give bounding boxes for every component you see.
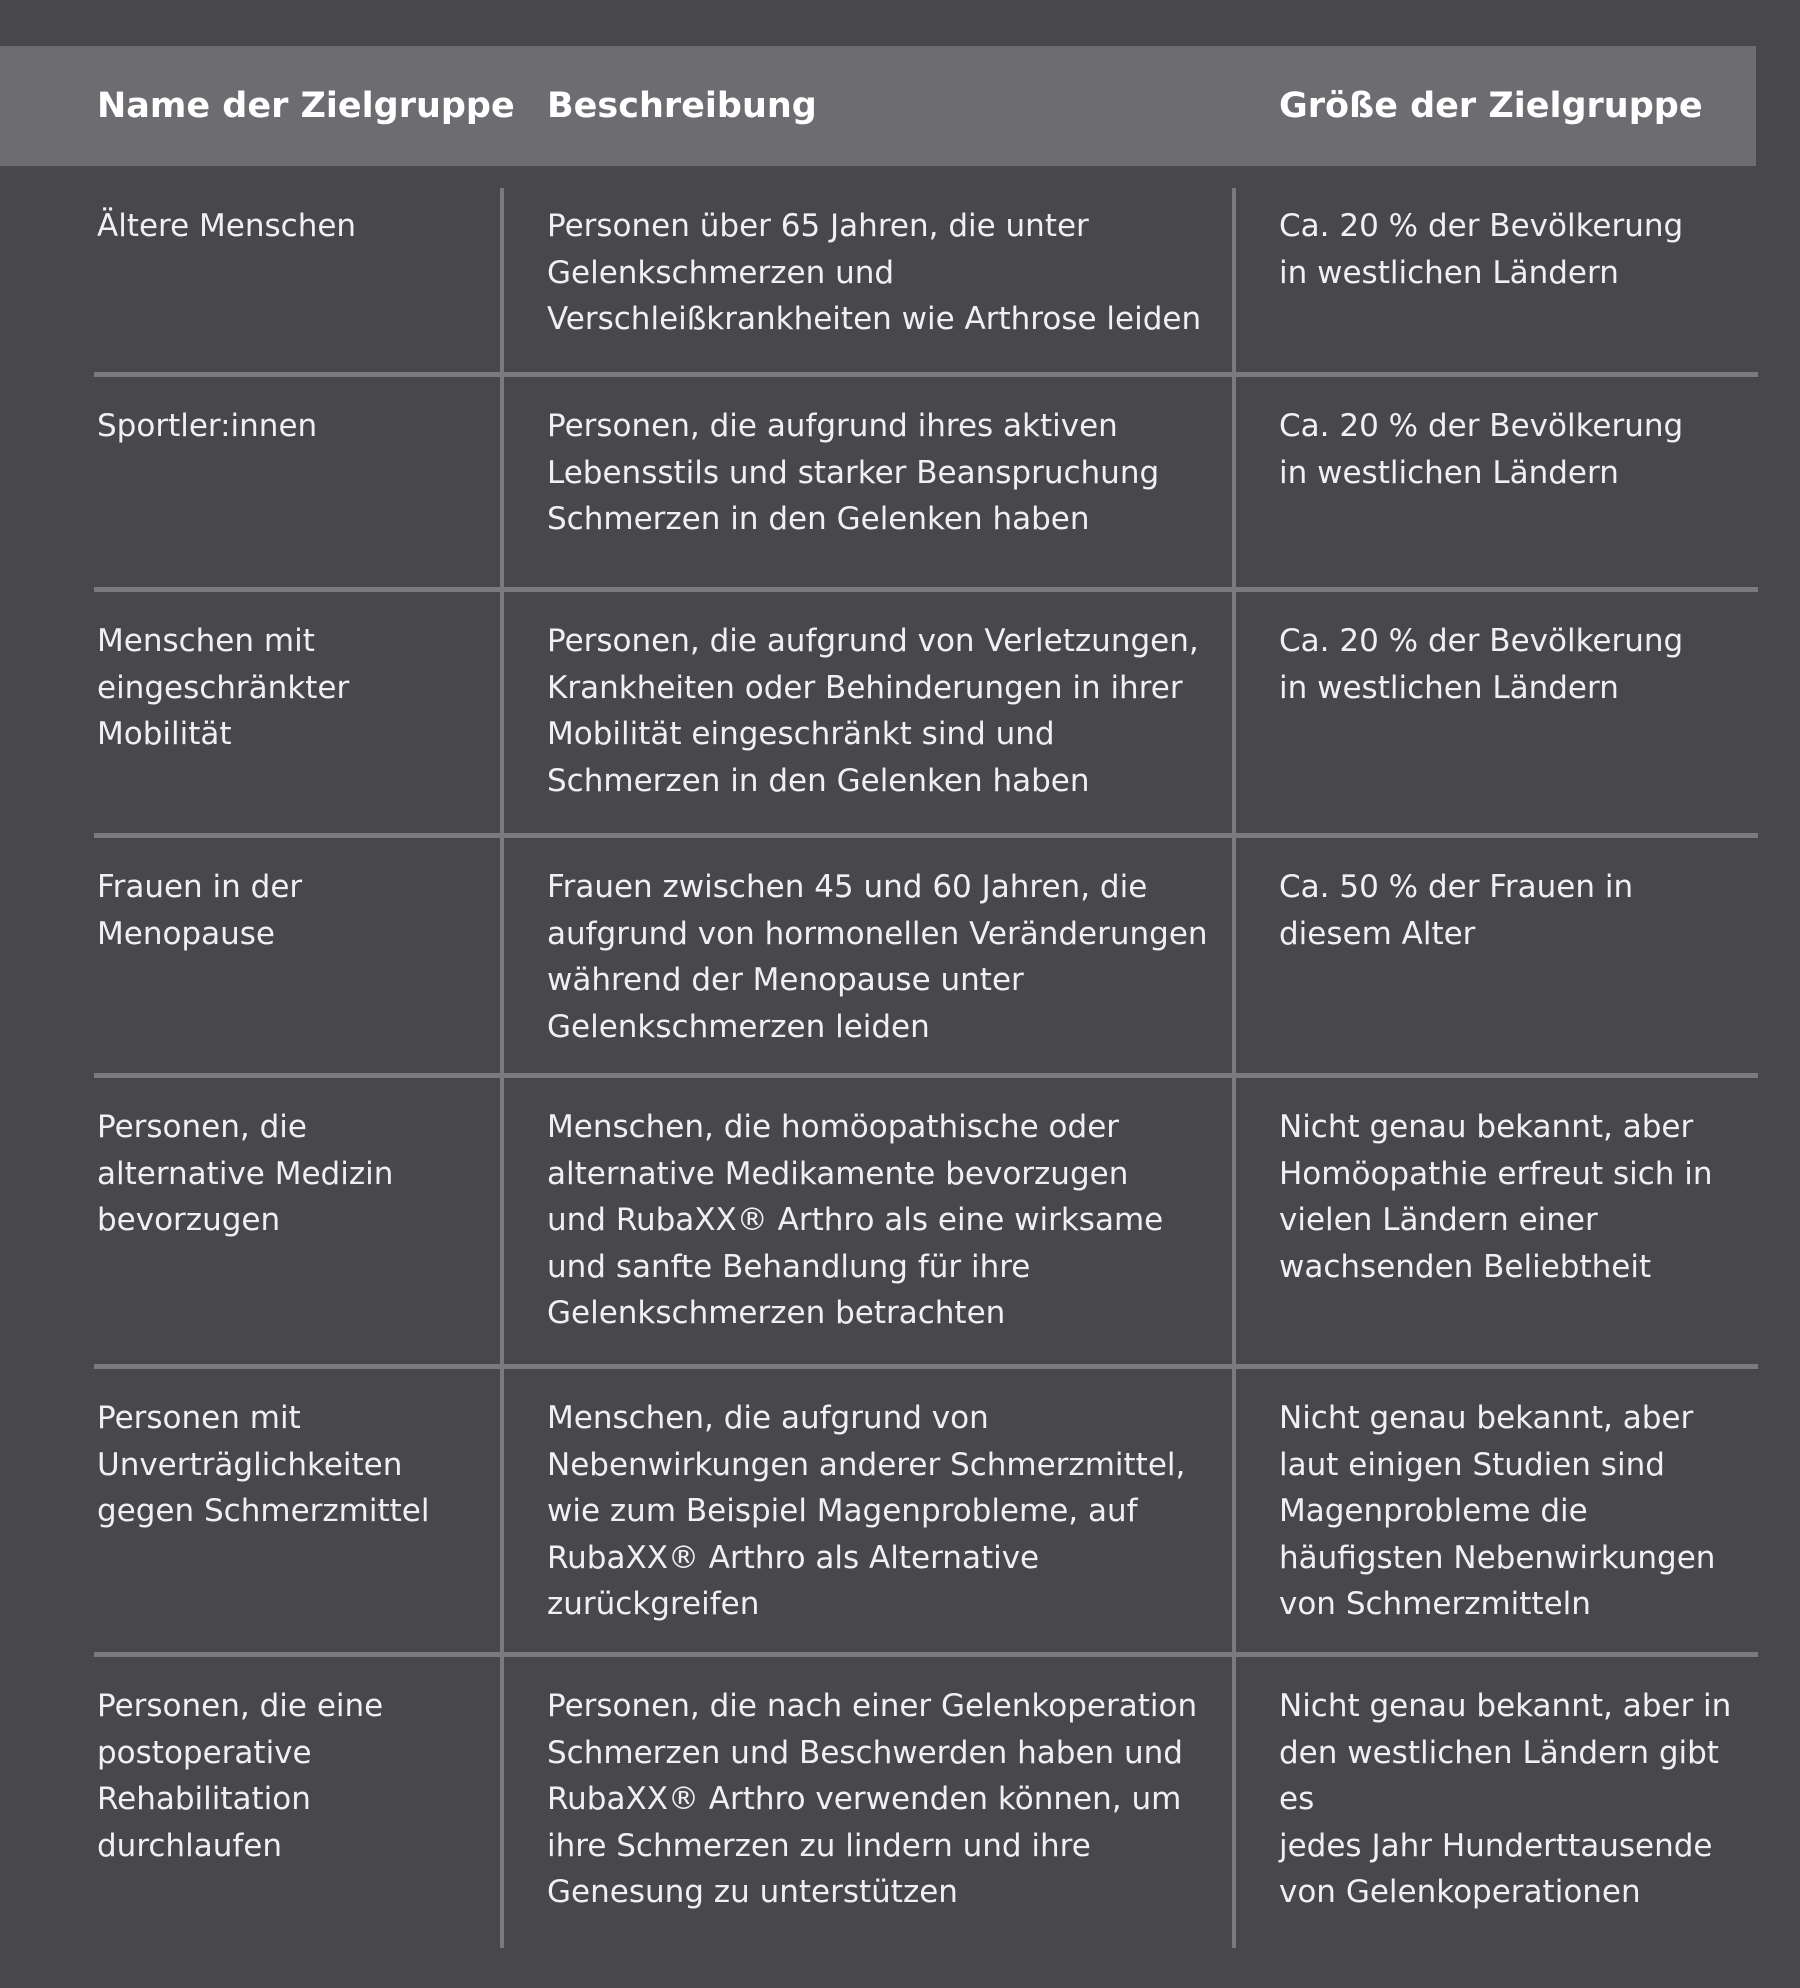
table-header (0, 46, 1756, 166)
row-divider (94, 1364, 1758, 1369)
target-group-name: Frauen in der Menopause (97, 869, 303, 952)
target-group-description: Menschen, die aufgrund von Nebenwirkungen anderer Schmerzmittel, wie zum Beispiel Magenprobleme, auf RubaXX® Arthro als Alternative zurückgreifen (547, 1400, 1186, 1622)
target-group-size: Ca. 20 % der Bevölkerung in westlichen Ländern (1279, 208, 1684, 291)
target-group-size: Nicht genau bekannt, aber in den westlichen Ländern gibt es jedes Jahr Hunderttausende von Gelenkoperationen (1279, 1688, 1732, 1910)
target-group-name: Menschen mit eingeschränkter Mobilität (97, 623, 350, 752)
row-divider (94, 1073, 1758, 1078)
target-group-description: Personen, die aufgrund von Verletzungen, Krankheiten oder Behinderungen in ihrer Mobilität eingeschränkt sind und Schmerzen in den Gelenken haben (547, 623, 1199, 799)
column-header-size: Größe der Zielgruppe (1279, 86, 1703, 126)
target-group-name: Sportler:innen (97, 408, 318, 444)
target-group-name: Personen, die eine postoperative Rehabilitation durchlaufen (97, 1688, 384, 1864)
target-group-description: Frauen zwischen 45 und 60 Jahren, die aufgrund von hormonellen Veränderungen während der Menopause unter Gelenkschmerzen leiden (547, 869, 1208, 1045)
target-group-name: Personen, die alternative Medizin bevorzugen (97, 1109, 394, 1238)
column-header-description: Beschreibung (547, 86, 817, 126)
row-divider (94, 372, 1758, 377)
target-group-description: Personen, die aufgrund ihres aktiven Lebensstils und starker Beanspruchung Schmerzen in den Gelenken haben (547, 408, 1160, 537)
row-divider (94, 1652, 1758, 1657)
target-group-size: Nicht genau bekannt, aber laut einigen Studien sind Magenprobleme die häufigsten Nebenwirkungen von Schmerzmitteln (1279, 1400, 1716, 1622)
target-group-description: Personen über 65 Jahren, die unter Gelenkschmerzen und Verschleißkrankheiten wie Arthrose leiden (547, 208, 1202, 337)
target-group-name: Ältere Menschen (97, 208, 357, 244)
row-divider (94, 587, 1758, 592)
target-group-size: Ca. 20 % der Bevölkerung in westlichen Ländern (1279, 408, 1684, 491)
target-group-description: Personen, die nach einer Gelenkoperation Schmerzen und Beschwerden haben und RubaXX® Arthro verwenden können, um ihre Schmerzen zu lindern und ihre Genesung zu unterstützen (547, 1688, 1198, 1910)
target-group-description: Menschen, die homöopathische oder alternative Medikamente bevorzugen und RubaXX® Arthro als eine wirksame und sanfte Behandlung für ihre Gelenkschmerzen betrachten (547, 1109, 1164, 1331)
column-divider (1232, 188, 1236, 1948)
row-divider (94, 833, 1758, 838)
column-header-name: Name der Zielgruppe (97, 86, 515, 126)
target-group-size: Nicht genau bekannt, aber Homöopathie erfreut sich in vielen Ländern einer wachsenden Beliebtheit (1279, 1109, 1713, 1285)
target-group-size: Ca. 50 % der Frauen in diesem Alter (1279, 869, 1634, 952)
target-group-name: Personen mit Unverträglichkeiten gegen Schmerzmittel (97, 1400, 430, 1529)
column-divider (500, 188, 504, 1948)
target-group-size: Ca. 20 % der Bevölkerung in westlichen Ländern (1279, 623, 1684, 706)
